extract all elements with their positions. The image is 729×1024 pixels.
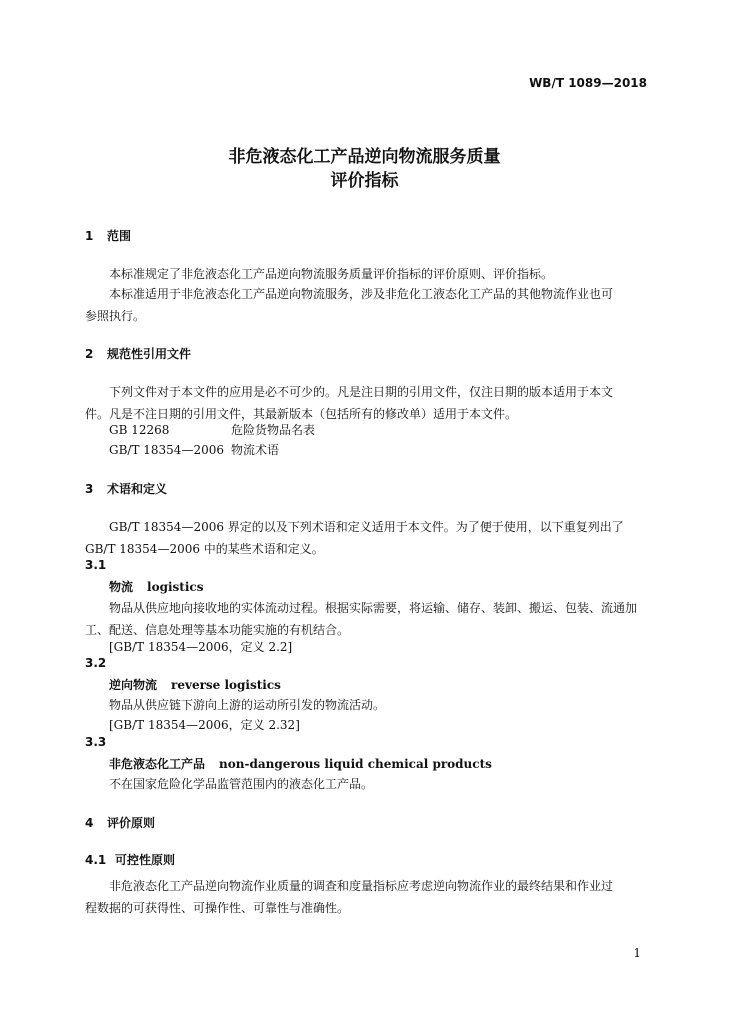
section-3-heading	[85, 480, 167, 497]
term-en: non-dangerous liquid chemical products	[219, 757, 492, 771]
paragraph-line: 非危液态化工产品逆向物流作业质量的调查和度量指标应考虑逆向物流作业的最终结果和作业过	[109, 879, 614, 893]
term-source: [GB/T 18354—2006，定义 2.2]	[109, 640, 293, 654]
term-definition: 不在国家危险化学品监管范围内的液态化工产品。	[109, 777, 374, 791]
subsection-4-1-paragraph	[85, 877, 660, 916]
section-number: 2	[85, 347, 94, 361]
document-title-line2: 评价指标	[330, 171, 399, 191]
reference-item	[109, 421, 315, 438]
section-1-paragraph-1	[85, 265, 660, 282]
subsection-title: 可控性原则	[115, 853, 176, 867]
paragraph-line: 工、配送、信息处理等基本功能实施的有机结合。	[85, 623, 350, 637]
section-title: 评价原则	[107, 816, 156, 830]
term-heading	[109, 676, 281, 693]
term-zh: 非危液态化工产品	[109, 757, 206, 771]
term-zh: 逆向物流	[109, 678, 158, 692]
term-en: reverse logistics	[171, 678, 281, 692]
term-heading	[109, 578, 203, 595]
term-definition	[85, 599, 660, 638]
section-title: 范围	[107, 229, 132, 243]
term-zh: 物流	[109, 580, 134, 594]
section-number: 1	[85, 229, 94, 243]
paragraph-line: 物品从供应地向接收地的实体流动过程。根据实际需要，将运输、储存、装卸、搬运、包装、流通加	[109, 601, 638, 615]
section-number: 4	[85, 816, 94, 830]
paragraph-line: 本标准适用于非危液态化工产品逆向物流服务，涉及非危化工液态化工产品的其他物流作业也可	[109, 287, 614, 301]
reference-code: GB/T 18354—2006	[109, 443, 224, 457]
paragraph-line: 件。凡是不注日期的引用文件，其最新版本（包括所有的修改单）适用于本文件。	[85, 407, 518, 421]
section-title: 规范性引用文件	[107, 347, 192, 361]
section-1-paragraph-2	[85, 285, 660, 324]
term-number: 3.1	[85, 558, 107, 572]
subsection-4-1-heading	[85, 851, 175, 868]
section-2-paragraph-1	[85, 383, 660, 422]
paragraph-line: GB/T 18354—2006 中的某些术语和定义。	[85, 542, 324, 556]
paragraph-line: 参照执行。	[85, 309, 146, 323]
reference-item	[109, 441, 279, 458]
term-definition: 物品从供应链下游向上游的运动所引发的物流活动。	[109, 698, 386, 712]
standard-code: WB/T 1089—2018	[529, 76, 647, 90]
reference-name: 危险货物品名表	[231, 423, 316, 437]
paragraph-line: 程数据的可获得性、可操作性、可靠性与准确性。	[85, 901, 350, 915]
paragraph-line: GB/T 18354—2006 界定的以及下列术语和定义适用于本文件。为了便于使用，以下重复列出了	[109, 520, 624, 534]
page-number: 1	[633, 946, 641, 960]
paragraph-line: 下列文件对于本文件的应用是必不可少的。凡是注日期的引用文件，仅注日期的版本适用于本文	[109, 385, 614, 399]
section-4-heading	[85, 814, 155, 831]
reference-code: GB 12268	[109, 423, 170, 437]
document-title-line1: 非危液态化工产品逆向物流服务质量	[228, 147, 501, 167]
term-number: 3.2	[85, 656, 107, 670]
term-heading	[109, 755, 492, 772]
section-title: 术语和定义	[107, 482, 168, 496]
paragraph-line: 本标准规定了非危液态化工产品逆向物流服务质量评价指标的评价原则、评价指标。	[109, 267, 554, 281]
section-1-heading	[85, 227, 131, 244]
term-number: 3.3	[85, 735, 107, 749]
term-en: logistics	[147, 580, 204, 594]
term-source: [GB/T 18354—2006，定义 2.32]	[109, 718, 300, 732]
section-3-intro	[85, 518, 660, 557]
reference-name: 物流术语	[231, 443, 280, 457]
section-2-heading	[85, 345, 191, 362]
subsection-number: 4.1	[85, 853, 107, 867]
section-number: 3	[85, 482, 94, 496]
